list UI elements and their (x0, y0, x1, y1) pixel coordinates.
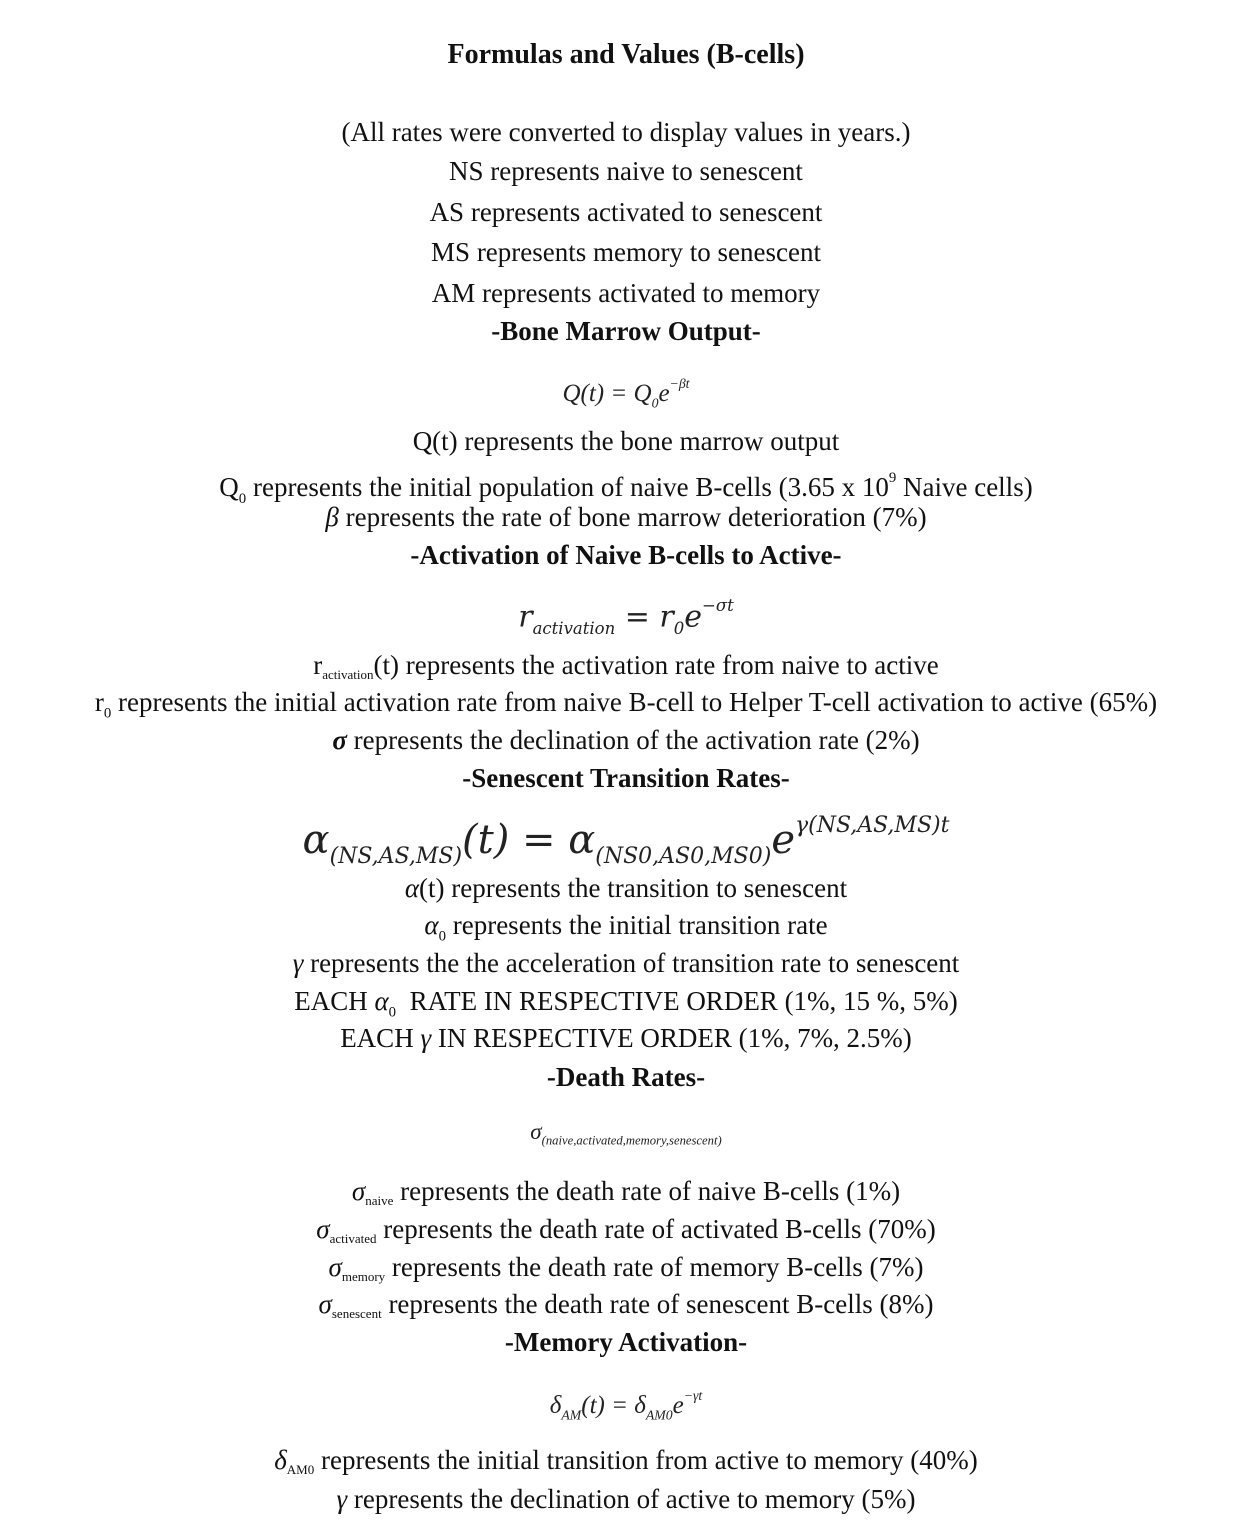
death-heading: -Death Rates- (546, 1062, 706, 1092)
gamma-description: γ represents the the acceleration of transition rate to senescent (292, 948, 960, 978)
senescent-formula: $\alpha_{(NS,AS,MS)}(t) = \alpha_{(NS0,AS0,MS0)}e^{\gamma(NS,AS,MS)t}$ (302, 813, 950, 869)
beta-description: β represents the rate of bone marrow deterioration (7%) (325, 502, 927, 532)
alpha-description: α(t) represents the transition to senescent (404, 873, 848, 903)
intro-as: AS represents activated to senescent (429, 197, 823, 227)
page-title: Formulas and Values (B-cells) (447, 39, 805, 70)
death-formula: $\sigma_{(naive,activated,memory,senescent)}$ (530, 1119, 722, 1148)
bone-marrow-heading: -Bone Marrow Output- (491, 316, 761, 346)
memory-heading: -Memory Activation- (504, 1327, 748, 1357)
delta-description: δAM0 represents the initial transition from active to memory (40%) (274, 1445, 978, 1477)
activation-heading: -Activation of Naive B-cells to Active- (410, 540, 842, 570)
q0-description: $Q_0$ represents the initial population of naive B-cells (3.65 x $10^9$ Naive cells) (219, 470, 1033, 507)
memory-gamma-description: γ represents the declination of active to memory (5%) (336, 1484, 916, 1514)
q-description: Q(t) represents the bone marrow output (412, 426, 840, 456)
activation-formula: $r_{activation} = r_0e^{-\sigma t}$ (518, 596, 734, 639)
death-row-memory: σmemory represents the death rate of memory B-cells (7%) (328, 1252, 924, 1284)
each-gamma-values: EACH γ IN RESPECTIVE ORDER (1%, 7%, 2.5%) (340, 1023, 912, 1053)
senescent-heading: -Senescent Transition Rates- (462, 763, 790, 793)
death-row-activated: σactivated represents the death rate of activated B-cells (70%) (316, 1214, 936, 1246)
intro-ms: MS represents memory to senescent (431, 237, 821, 267)
r0-description: $r_0$ represents the initial activation rate from naive B-cell to Helper T-cell activation to active (65%) (94, 687, 1158, 722)
death-row-naive: σnaive represents the death rate of naive B-cells (1%) (351, 1176, 901, 1208)
death-row-senescent: σsenescent represents the death rate of senescent B-cells (8%) (318, 1289, 934, 1321)
alpha0-description: $\alpha_0$ represents the initial transition rate (424, 910, 828, 945)
each-alpha-values: EACH $\alpha_0$ RATE IN RESPECTIVE ORDER (1%, 15 %, 5%) (294, 986, 958, 1021)
intro-am: AM represents activated to memory (431, 278, 821, 308)
sigma-description: σ represents the declination of the activation rate (2%) (332, 725, 920, 755)
ract-description: ractivation(t) represents the activation rate from naive to active (313, 650, 939, 682)
intro-note: (All rates were converted to display values in years.) (341, 117, 911, 147)
bone-marrow-formula: $Q(t) = Q_0e^{-\beta t}$ (562, 376, 690, 411)
memory-formula: $\delta_{AM}(t) = \delta_{AM0}e^{-\gamma t}$ (549, 1388, 703, 1423)
intro-ns: NS represents naive to senescent (449, 156, 803, 186)
